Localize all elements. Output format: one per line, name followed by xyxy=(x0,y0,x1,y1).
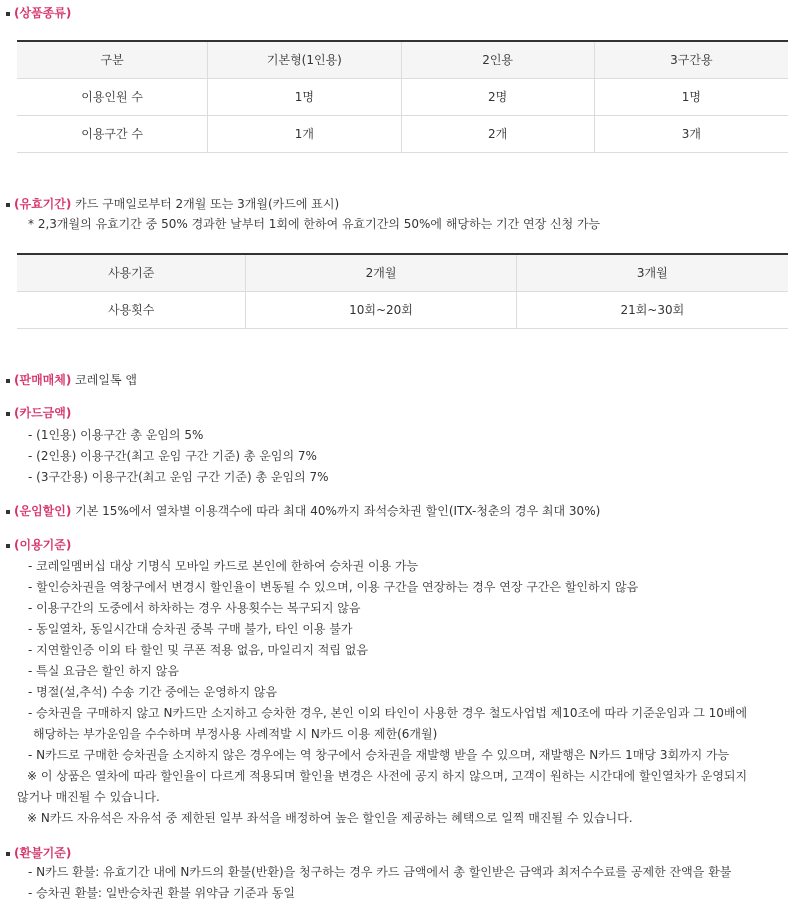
card-price-heading xyxy=(6,404,71,422)
table-row xyxy=(17,78,788,115)
table-header-row xyxy=(17,41,788,78)
usage-list xyxy=(17,556,748,829)
table-header-cell: 구분 xyxy=(17,41,208,78)
table-cell: 10회~20회 xyxy=(246,291,516,328)
list-item: ※ 이 상품은 열차에 따라 할인율이 다르게 적용되며 할인율 변경은 사전에 공지 하지 않으며, 고객이 원하는 시간대에 할인열차가 운영되지 xyxy=(27,769,748,783)
table-header-cell: 3개월 xyxy=(516,254,788,291)
discount-heading xyxy=(6,502,600,520)
list-item: - N카드 환불: 유효기간 내에 N카드의 환불(반환)을 청구하는 경우 카드 금액에서 총 할인받은 금액과 최저수수료를 공제한 잔액을 환불 xyxy=(28,865,732,879)
table-header-cell: 사용기준 xyxy=(17,254,246,291)
list-item: - 승차권을 구매하지 않고 N카드만 소지하고 승차한 경우, 본인 이외 타인이 사용한 경우 철도사업법 제10조에 따라 기준운임과 그 10배에 xyxy=(28,706,748,720)
section-tag: (카드금액) xyxy=(14,406,72,420)
table-cell: 2명 xyxy=(401,78,594,115)
list-item: ※ N카드 자유석은 자유석 중 제한된 일부 좌석을 배정하여 높은 할인을 제공하는 혜택으로 일찍 매진될 수 있습니다. xyxy=(27,811,633,825)
discount-text: 기본 15%에서 열차별 이용객수에 따라 최대 40%까지 좌석승차권 할인(ITX-청춘의 경우 최대 30%) xyxy=(75,504,601,518)
refund-heading xyxy=(6,844,71,862)
section-tag: (환불기준) xyxy=(14,846,72,860)
list-item: - 승차권 환불: 일반승차권 환불 위약금 기준과 동일 xyxy=(28,886,295,900)
validity-text: 카드 구매일로부터 2개월 또는 3개월(카드에 표시) xyxy=(75,197,340,211)
table-header-cell: 2개월 xyxy=(246,254,516,291)
table-row xyxy=(17,115,788,152)
section-tag: (판매매체) xyxy=(14,373,72,387)
table-cell: 사용횟수 xyxy=(17,291,246,328)
bullet-icon xyxy=(6,510,10,514)
list-item: - N카드로 구매한 승차권을 소지하지 않은 경우에는 역 창구에서 승차권을 재발행 받을 수 있으며, 재발행은 N카드 1매당 3회까지 가능 xyxy=(28,748,730,762)
section-tag: (운임할인) xyxy=(14,504,72,518)
table-header-cell: 3구간용 xyxy=(594,41,788,78)
table-header-cell: 2인용 xyxy=(401,41,594,78)
bullet-icon xyxy=(6,412,10,416)
list-item: - 지연할인증 이외 타 할인 및 쿠폰 적용 없음, 마일리지 적립 없음 xyxy=(28,643,368,657)
product-types-heading xyxy=(6,4,71,22)
table-cell: 2개 xyxy=(401,115,594,152)
list-item: - 이용구간의 도중에서 하차하는 경우 사용횟수는 복구되지 않음 xyxy=(28,601,361,615)
list-item: - 할인승차권을 역창구에서 변경시 할인율이 변동될 수 있으며, 이용 구간을 연장하는 경우 연장 구간은 할인하지 않음 xyxy=(28,580,639,594)
list-item: - 특실 요금은 할인 하지 않음 xyxy=(28,664,179,678)
section-tag: (유효기간) xyxy=(14,197,72,211)
bullet-icon xyxy=(6,544,10,548)
table-cell: 이용구간 수 xyxy=(17,115,208,152)
section-tag: (이용기준) xyxy=(14,538,72,552)
bullet-icon xyxy=(6,379,10,383)
sales-text: 코레일톡 앱 xyxy=(75,373,137,387)
usage-heading xyxy=(6,536,71,554)
table-cell: 이용인원 수 xyxy=(17,78,208,115)
bullet-icon xyxy=(6,12,10,16)
sales-heading xyxy=(6,371,137,389)
list-item: - 명절(설,추석) 수송 기간 중에는 운영하지 않음 xyxy=(28,685,278,699)
list-item: - (3구간용) 이용구간(최고 운임 구간 기준) 총 운임의 7% xyxy=(28,470,329,484)
section-tag: (상품종류) xyxy=(14,6,72,20)
list-item: 않거나 매진될 수 있습니다. xyxy=(17,790,160,804)
refund-list xyxy=(28,862,731,904)
bullet-icon xyxy=(6,852,10,856)
bullet-icon xyxy=(6,203,10,207)
table-cell: 1명 xyxy=(208,78,401,115)
table-header-cell: 기본형(1인용) xyxy=(208,41,401,78)
list-item: 해당하는 부가운임을 수수하며 부정사용 사례적발 시 N카드 이용 제한(6개월) xyxy=(33,727,438,741)
table-cell: 1명 xyxy=(594,78,788,115)
validity-note: * 2,3개월의 유효기간 중 50% 경과한 날부터 1회에 한하여 유효기간의 50%에 해당하는 기간 연장 신청 가능 xyxy=(28,217,601,231)
product-types-table xyxy=(17,40,788,153)
validity-table xyxy=(17,253,788,329)
table-header-row xyxy=(17,254,788,291)
list-item: - 코레일멤버십 대상 기명식 모바일 카드로 본인에 한하여 승차권 이용 가능 xyxy=(28,559,419,573)
table-cell: 21회~30회 xyxy=(516,291,788,328)
validity-heading xyxy=(6,195,339,213)
table-row xyxy=(17,291,788,328)
list-item: - (1인용) 이용구간 총 운임의 5% xyxy=(28,428,204,442)
card-price-list xyxy=(28,425,329,488)
table-cell: 3개 xyxy=(594,115,788,152)
list-item: - 동일열차, 동일시간대 승차권 중복 구매 불가, 타인 이용 불가 xyxy=(28,622,353,636)
table-cell: 1개 xyxy=(208,115,401,152)
list-item: - (2인용) 이용구간(최고 운임 구간 기준) 총 운임의 7% xyxy=(28,449,317,463)
